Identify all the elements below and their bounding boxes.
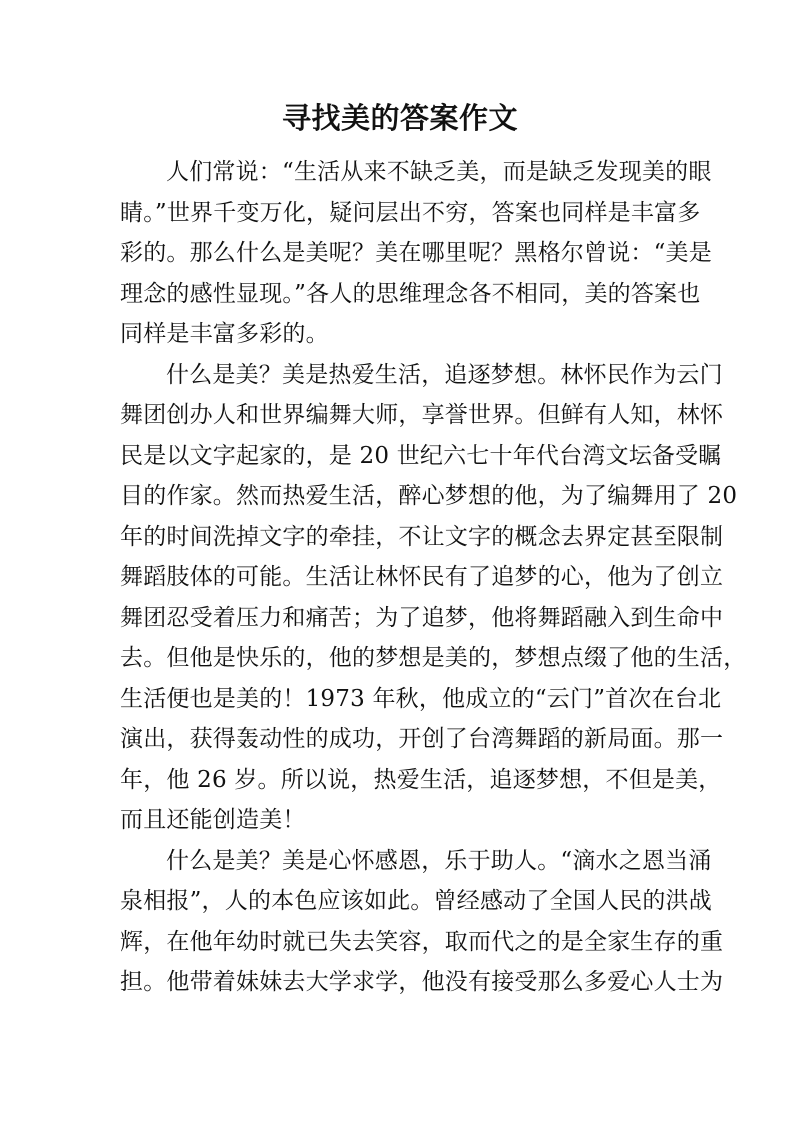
paragraph-1-line-5: 同样是丰富多彩的。 — [120, 321, 329, 347]
paragraph-2-line-1: 什么是美？美是热爱生活，追逐梦想。林怀民作为云门 — [166, 361, 723, 388]
paragraph-3-line-3: 辉，在他年幼时就已失去笑容，取而代之的是全家生存的重 — [120, 928, 724, 955]
paragraph-2-line-5: 年的时间洗掉文字的牵挂，不让文字的概念去界定甚至限制 — [120, 523, 724, 550]
paragraph-2-line-11: 年，他 26 岁。所以说，热爱生活，追逐梦想，不但是美， — [120, 766, 722, 793]
paragraph-2-line-4: 目的作家。然而热爱生活，醉心梦想的他，为了编舞用了 20 — [120, 483, 738, 509]
paragraph-2-line-9: 生活便也是美的！1973 年秋，他成立的“云门”首次在台北 — [120, 685, 722, 712]
paragraph-3-line-4: 担。他带着妹妹去大学求学，他没有接受那么多爱心人士为 — [120, 969, 724, 995]
paragraph-2-line-3: 民是以文字起家的，是 20 世纪六七十年代台湾文坛备受瞩 — [120, 442, 722, 469]
paragraph-2-line-10: 演出，获得轰动性的成功，开创了台湾舞蹈的新局面。那一 — [120, 726, 724, 752]
paragraph-3-line-1: 什么是美？美是心怀感恩，乐于助人。“滴水之恩当涌 — [166, 847, 712, 874]
article-body — [120, 152, 747, 1003]
paragraph-3-line-2: 泉相报”，人的本色应该如此。曾经感动了全国人民的洪战 — [120, 888, 712, 914]
paragraph-1-line-3: 彩的。那么什么是美呢？美在哪里呢？黑格尔曾说：“美是 — [120, 240, 712, 266]
paragraph-1-line-4: 理念的感性显现。”各人的思维理念各不相同，美的答案也 — [120, 280, 701, 307]
paragraph-2-line-12: 而且还能创造美！ — [120, 807, 306, 833]
paragraph-2-line-6: 舞蹈肢体的可能。生活让林怀民有了追梦的心，他为了创立 — [120, 564, 724, 590]
paragraph-2-line-8: 去。但他是快乐的，他的梦想是美的，梦想点缀了他的生活， — [120, 645, 747, 671]
document-title: 寻找美的答案作文 — [281, 101, 518, 135]
paragraph-1-line-2: 睛。”世界千变万化，疑问层出不穷，答案也同样是丰富多 — [120, 199, 701, 226]
paragraph-1-line-1: 人们常说：“生活从来不缺乏美，而是缺乏发现美的眼 — [166, 159, 712, 185]
paragraph-2-line-7: 舞团忍受着压力和痛苦；为了追梦，他将舞蹈融入到生命中 — [120, 604, 724, 631]
paragraph-2-line-2: 舞团创办人和世界编舞大师，享誉世界。但鲜有人知，林怀 — [120, 402, 724, 428]
